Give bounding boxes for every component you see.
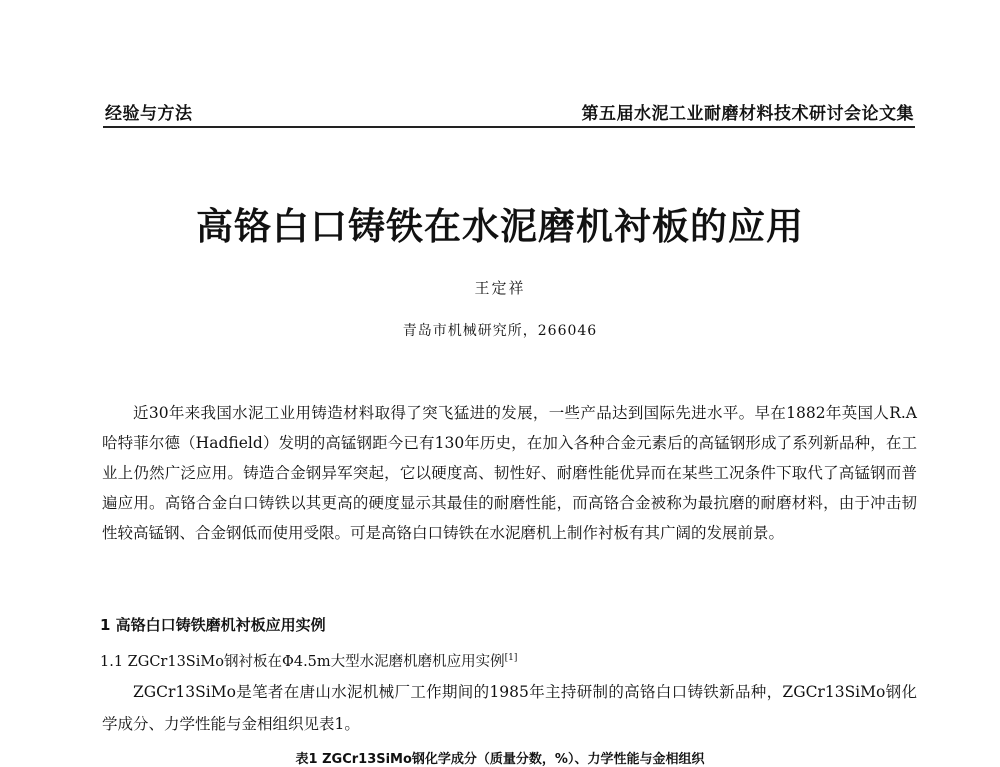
author-name: 王定祥 xyxy=(474,279,526,297)
article-title: 高铬白口铸铁在水泥磨机衬板的应用 xyxy=(196,205,804,248)
author-affiliation: 青岛市机械研究所，266046 xyxy=(402,323,598,339)
citation-ref: [1] xyxy=(504,653,518,664)
running-header-right: 第五届水泥工业耐磨材料技术研讨会论文集 xyxy=(581,104,914,124)
subsection-heading-text: 1.1 ZGCr13SiMo钢衬板在Φ4.5m大型水泥磨机磨机应用实例 xyxy=(100,654,505,670)
table-caption: 表1 ZGCr13SiMo钢化学成分（质量分数，%）、力学性能与金相组织 xyxy=(295,752,705,767)
intro-paragraph: 近30年来我国水泥工业用铸造材料取得了突飞猛进的发展，一些产品达到国际先进水平。早在1882年英国人R.A哈特菲尔德（Hadfield）发明的高锰钢距今已有130年历史，在加入各种合金元素后的高锰钢形成了系列新品种，在工业上仍然广泛应用。铸造合金钢异军突起，它以硬度高、韧性好、耐磨性能优异而在某些工况条件下取代了高锰钢而普遍应用。高铬合金白口铸铁以其更高的硬度显示其最佳的耐磨性能，而高铬合金被称为最抗磨的耐磨材料，由于冲击韧性较高锰钢、合金钢低而使用受限。可是高铬白口铸铁在水泥磨机上制作衬板有其广阔的发展前景。 xyxy=(102,404,917,542)
subsection-heading xyxy=(100,650,517,671)
running-header-left: 经验与方法 xyxy=(105,104,193,124)
header-divider xyxy=(103,126,915,128)
section-paragraph: ZGCr13SiMo是笔者在唐山水泥机械厂工作期间的1985年主持研制的高铬白口铸铁新品种，ZGCr13SiMo钢化学成分、力学性能与金相组织见表1。 xyxy=(102,683,917,733)
section-heading: 1 高铬白口铸铁磨机衬板应用实例 xyxy=(100,616,326,634)
